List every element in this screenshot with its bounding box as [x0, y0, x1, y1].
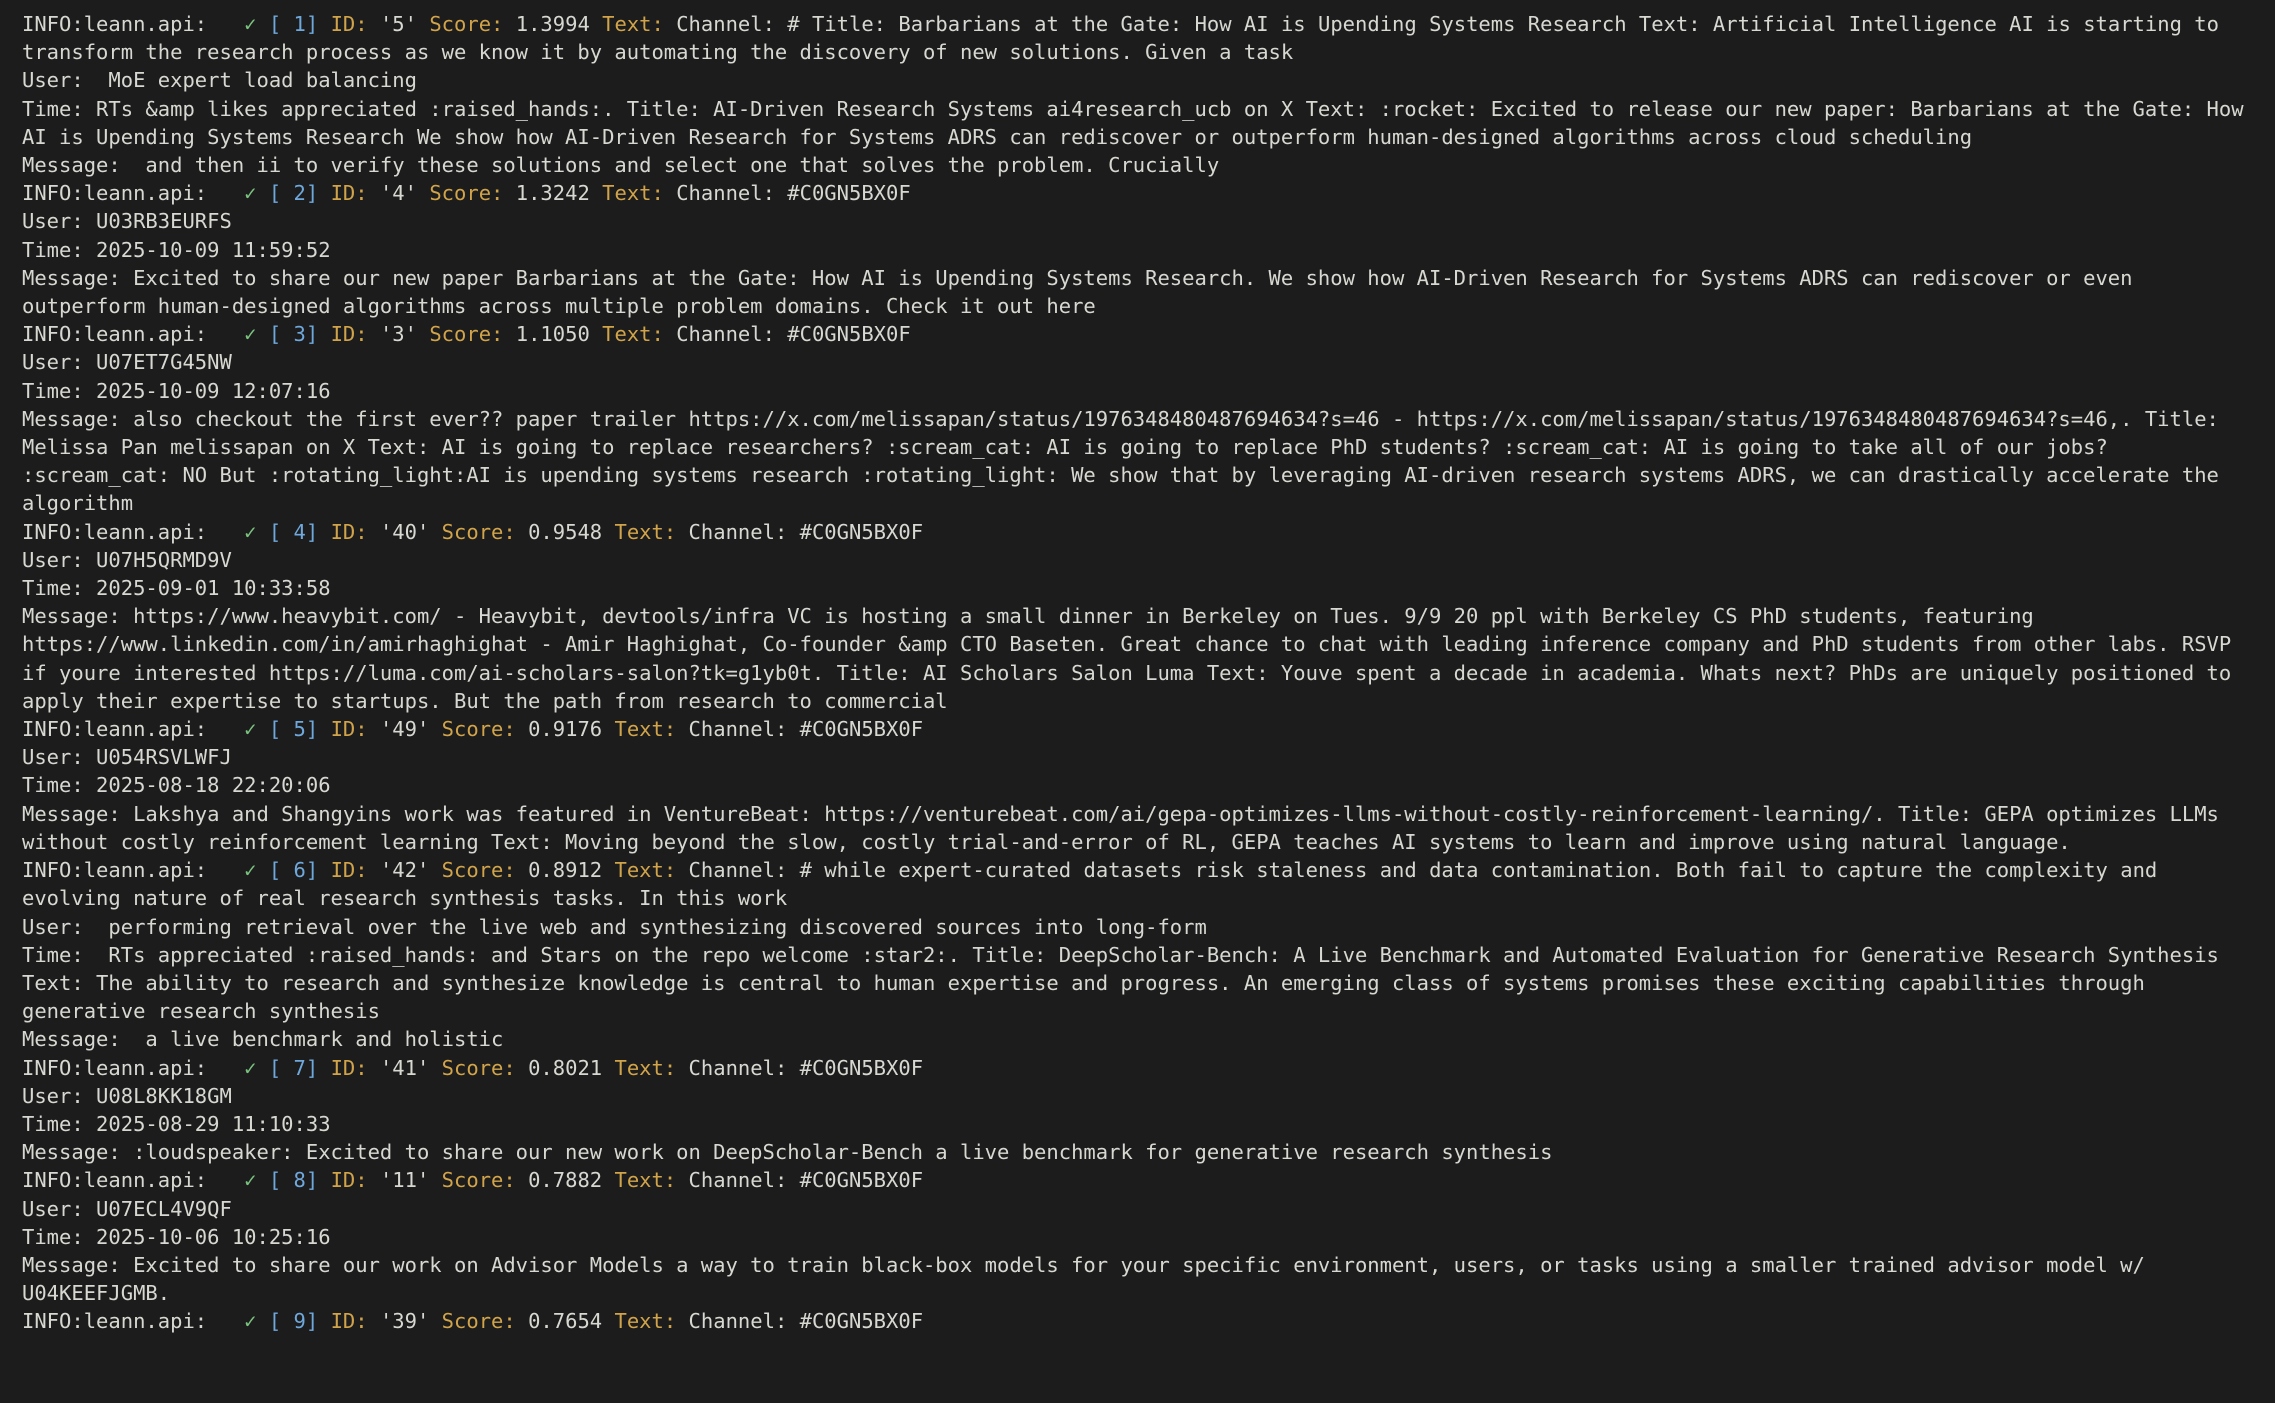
logger-prefix: INFO:leann.api: [22, 181, 208, 206]
id-label: ID: [330, 519, 368, 544]
log-result-header [22, 320, 2253, 348]
id-value: '42' [367, 858, 442, 883]
log-result-user [22, 207, 2253, 235]
log-result-message [22, 264, 2253, 320]
time-value: Time: 2025-08-18 22:20:06 [22, 773, 331, 798]
check-icon: ✓ [244, 1055, 257, 1080]
log-result-header [22, 10, 2253, 66]
result-index: [ 7] [268, 1055, 319, 1080]
score-label: Score: [441, 1309, 516, 1334]
time-value: Time: 2025-10-06 10:25:16 [22, 1224, 331, 1249]
time-value: Time: 2025-08-29 11:10:33 [22, 1111, 331, 1136]
check-icon: ✓ [244, 1309, 257, 1334]
log-result-time [22, 377, 2253, 405]
result-index: [ 1] [268, 12, 319, 36]
message-value: Message: https://www.heavybit.com/ - Heavybit, devtools/infra VC is hosting a small dinner in Berkeley on Tues. 9/9 20 ppl with Berkeley CS PhD students, featuring https://www.linkedin.com/in/amirhaghighat - Amir Haghighat, Co-founder &amp CTO Baseten. Great chance to chat with leading inference company and PhD students from other labs. RSVP if youre interested https://luma.com/ai-scholars-salon?tk=g1yb0t. Title: AI Scholars Salon Luma Text: Youve spent a decade in academia. Whats next? PhDs are uniquely positioned to apply their expertise to startups. But the path from research to commercial [22, 604, 2244, 713]
time-value: Time: RTs appreciated :raised_hands: and Stars on the repo welcome :star2:. Title: DeepScholar-Bench: A Live Benchmark and Automated Evaluation for Generative Research Synthesis Text: The ability to research and synthesize knowledge is central to human expertise and progress. An emerging class of systems promises these exciting capabilities through generative research synthesis [22, 942, 2232, 1024]
text-value: Channel: #C0GN5BX0F [663, 181, 911, 206]
logger-prefix: INFO:leann.api: [22, 717, 208, 742]
user-value: User: U07H5QRMD9V [22, 547, 232, 572]
time-value: Time: 2025-09-01 10:33:58 [22, 576, 331, 601]
log-result-message [22, 602, 2253, 715]
text-label: Text: [614, 1309, 677, 1334]
log-result-time [22, 574, 2253, 602]
result-index: [ 9] [268, 1309, 319, 1334]
id-label: ID: [330, 717, 368, 742]
check-icon: ✓ [244, 717, 257, 742]
log-result-message [22, 405, 2253, 518]
score-label: Score: [441, 519, 516, 544]
score-value: 1.3242 [503, 181, 603, 206]
check-icon: ✓ [244, 181, 257, 206]
text-value: Channel: # Title: Barbarians at the Gate: How AI is Upending Systems Research Text: Artificial Intelligence AI is starting to transform the research process as we know it by automating the discovery of new solutions. Given a task [22, 12, 2232, 65]
message-value: Message: Excited to share our work on Advisor Models a way to train black-box models for your specific environment, users, or tasks using a smaller trained advisor model w/ U04KEEFJGMB. [22, 1252, 2158, 1306]
result-index: [ 6] [268, 858, 319, 883]
id-label: ID: [330, 181, 368, 206]
log-result-user [22, 743, 2253, 771]
time-value: Time: RTs &amp likes appreciated :raised_hands:. Title: AI-Driven Research Systems ai4research_ucb on X Text: :rocket: Excited to release our new paper: Barbarians at the Gate: How AI is Upending Systems Research We show how AI-Driven Research for Systems ADRS can rediscover or outperform human-designed algorithms across cloud scheduling [22, 96, 2256, 149]
log-result-time [22, 236, 2253, 264]
score-label: Score: [429, 181, 504, 206]
text-label: Text: [602, 322, 664, 347]
id-label: ID: [330, 1168, 368, 1193]
score-value: 0.7882 [515, 1168, 615, 1193]
id-value: '49' [367, 717, 442, 742]
log-result-message [22, 800, 2253, 856]
logger-prefix: INFO:leann.api: [22, 322, 208, 347]
result-index: [ 5] [268, 717, 319, 742]
check-icon: ✓ [244, 858, 257, 883]
logger-prefix: INFO:leann.api: [22, 1168, 208, 1193]
message-value: Message: also checkout the first ever?? paper trailer https://x.com/melissapan/status/1976348480487694634?s=46 - https://x.com/melissapan/status/1976348480487694634?s=46,. Title: Melissa Pan melissapan on X Text: AI is going to replace researchers? :scream_cat: AI is going to replace PhD students? :scream_cat: AI is going to take all of our jobs? :scream_cat: NO But :rotating_light:AI is upending systems research :rotating_light: We show that by leveraging AI-driven research systems ADRS, we can drastically accelerate the algorithm [22, 406, 2232, 516]
message-value: Message: :loudspeaker: Excited to share our new work on DeepScholar-Bench a live benchmark for generative research synthesis [22, 1140, 1553, 1165]
message-value: Message: a live benchmark and holistic [22, 1027, 504, 1052]
logger-prefix: INFO:leann.api: [22, 519, 208, 544]
score-label: Score: [441, 1168, 516, 1193]
log-result-user [22, 546, 2253, 574]
id-label: ID: [330, 322, 368, 347]
check-icon: ✓ [244, 322, 257, 347]
text-label: Text: [614, 717, 677, 742]
message-value: Message: and then ii to verify these solutions and select one that solves the problem. Crucially [22, 153, 1220, 178]
log-result-header [22, 1054, 2253, 1082]
score-label: Score: [441, 717, 516, 742]
log-result-message [22, 151, 2253, 179]
log-result-message [22, 1251, 2253, 1307]
log-result-message [22, 1025, 2253, 1053]
id-label: ID: [330, 1309, 368, 1334]
id-value: '3' [367, 322, 430, 347]
score-label: Score: [429, 12, 504, 36]
log-result-user [22, 348, 2253, 376]
text-value: Channel: # while expert-curated datasets risk staleness and data contamination. Both fail to capture the complexity and evolving nature of real research synthesis tasks. In this work [22, 858, 2170, 911]
id-value: '5' [367, 12, 430, 36]
log-result-header [22, 856, 2253, 912]
score-value: 0.9176 [515, 717, 615, 742]
result-index: [ 3] [268, 322, 319, 347]
text-value: Channel: #C0GN5BX0F [676, 1168, 924, 1193]
log-result-header [22, 1166, 2253, 1194]
user-value: User: U07ECL4V9QF [22, 1196, 232, 1221]
time-value: Time: 2025-10-09 12:07:16 [22, 378, 331, 403]
log-result-time [22, 1223, 2253, 1251]
id-value: '39' [367, 1309, 442, 1334]
text-label: Text: [614, 1055, 677, 1080]
user-value: User: performing retrieval over the live web and synthesizing discovered sources into long-form [22, 914, 1207, 939]
check-icon: ✓ [244, 519, 257, 544]
user-value: User: U07ET7G45NW [22, 350, 232, 375]
score-value: 0.8912 [515, 858, 615, 883]
user-value: User: U08L8KK18GM [22, 1083, 232, 1108]
log-result-user [22, 1195, 2253, 1223]
score-label: Score: [429, 322, 504, 347]
text-label: Text: [614, 858, 677, 883]
user-value: User: U03RB3EURFS [22, 209, 232, 234]
logger-prefix: INFO:leann.api: [22, 12, 208, 36]
score-value: 1.3994 [503, 12, 603, 36]
logger-prefix: INFO:leann.api: [22, 1309, 208, 1334]
id-value: '41' [367, 1055, 442, 1080]
log-result-header [22, 518, 2253, 546]
text-label: Text: [602, 12, 664, 36]
time-value: Time: 2025-10-09 11:59:52 [22, 237, 331, 262]
score-value: 0.9548 [515, 519, 615, 544]
id-value: '40' [367, 519, 442, 544]
text-value: Channel: #C0GN5BX0F [676, 717, 924, 742]
user-value: User: MoE expert load balancing [22, 68, 417, 93]
score-value: 1.1050 [503, 322, 603, 347]
text-value: Channel: #C0GN5BX0F [676, 519, 924, 544]
id-value: '11' [367, 1168, 442, 1193]
text-value: Channel: #C0GN5BX0F [676, 1309, 924, 1334]
logger-prefix: INFO:leann.api: [22, 858, 208, 883]
log-result-time [22, 1110, 2253, 1138]
log-result-user [22, 66, 2253, 94]
logger-prefix: INFO:leann.api: [22, 1055, 208, 1080]
message-value: Message: Lakshya and Shangyins work was featured in VentureBeat: https://venturebeat.com/ai/gepa-optimizes-llms-without-costly-reinforcement-learning/. Title: GEPA optimizes LLMs without costly reinforcement learning Text: Moving beyond the slow, costly trial-and-error of RL, GEPA teaches AI systems to learn and improve using natural language. [22, 801, 2232, 854]
id-label: ID: [330, 858, 368, 883]
log-result-time [22, 771, 2253, 799]
user-value: User: U054RSVLWFJ [22, 745, 232, 770]
text-value: Channel: #C0GN5BX0F [663, 322, 911, 347]
message-value: Message: Excited to share our new paper Barbarians at the Gate: How AI is Upending Systems Research. We show how AI-Driven Research for Systems ADRS can rediscover or even outperform human-designed algorithms across multiple problem domains. Check it out here [22, 265, 2145, 319]
text-label: Text: [614, 1168, 677, 1193]
score-value: 0.7654 [515, 1309, 615, 1334]
log-result-time [22, 941, 2253, 1026]
text-label: Text: [614, 519, 677, 544]
log-result-header [22, 715, 2253, 743]
id-label: ID: [330, 12, 368, 36]
log-result-header [22, 1307, 2253, 1335]
text-value: Channel: #C0GN5BX0F [676, 1055, 924, 1080]
id-label: ID: [330, 1055, 368, 1080]
result-index: [ 4] [268, 519, 319, 544]
id-value: '4' [367, 181, 430, 206]
log-result-user [22, 913, 2253, 941]
log-result-time [22, 95, 2256, 151]
score-label: Score: [441, 858, 516, 883]
check-icon: ✓ [244, 1168, 257, 1193]
result-index: [ 8] [268, 1168, 319, 1193]
log-result-message [22, 1138, 2253, 1166]
text-label: Text: [602, 181, 664, 206]
log-result-header [22, 179, 2253, 207]
log-result-user [22, 1082, 2253, 1110]
check-icon: ✓ [244, 12, 257, 36]
score-label: Score: [441, 1055, 516, 1080]
score-value: 0.8021 [515, 1055, 615, 1080]
result-index: [ 2] [268, 181, 319, 206]
